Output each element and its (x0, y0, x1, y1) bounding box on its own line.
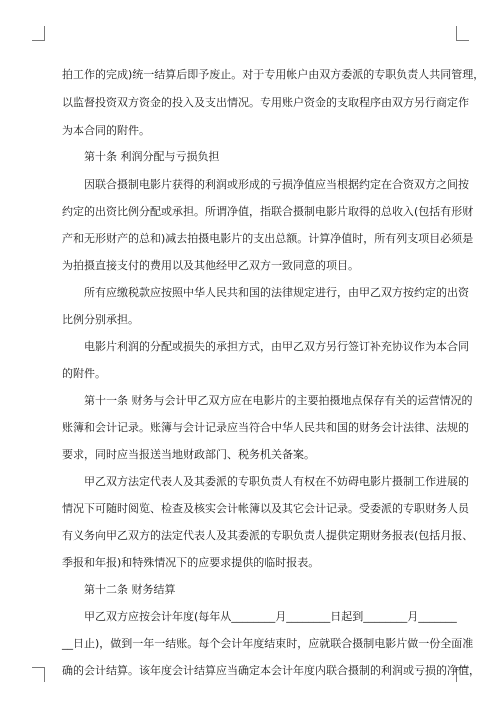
text-line: 以监督投资双方资金的投入及支出情况。专用账户资金的支取程序由双方另行商定作 (62, 96, 469, 109)
text-line: 产和无形财产的总和)减去拍摄电影片的支出总额。计算净值时，所有列支项目必须是 (62, 232, 474, 245)
text-line: __日止)，做到一年一结账。每个会计年度结束时，应就联合摄制电影片做一份全面准 (62, 637, 474, 650)
text-line: 的附件。 (62, 367, 106, 380)
text-line: 情况下可随时阅览、检查及核实会计帐簿以及其它会计记录。受委派的专职财务人员 (62, 502, 469, 515)
text-line: 比例分别承担。 (62, 313, 139, 326)
text-line: 账簿和会计记录。账簿与会计记录应当符合中华人民共和国的财务会计法律、法规的 (62, 421, 469, 434)
text-line: 为本合同的附件。 (62, 124, 150, 137)
text-line: 因联合摄制电影片获得的利润或形成的亏损净值应当根据约定在合资双方之间按 (84, 178, 469, 191)
section-heading: 第十二条 财务结算 (84, 583, 176, 596)
text-line: 要求，同时应当报送当地财政部门、税务机关备案。 (62, 448, 315, 461)
text-line: 为拍摄直接支付的费用以及其他经甲乙双方一致同意的项目。 (62, 259, 359, 272)
text-line: 季报和年报)和特殊情况下的应要求提供的临时报表。 (62, 556, 320, 569)
section-heading: 第十一条 财务与会计甲乙双方应在电影片的主要拍摄地点保存有关的运营情况的 (84, 394, 473, 407)
text-line: 甲乙双方应按会计年度(每年从________月________日起到________月_______ (84, 610, 457, 623)
text-line: 电影片利润的分配或损失的承担方式，由甲乙双方另行签订补充协议作为本合同 (84, 340, 469, 353)
text-line: 确的会计结算。该年度会计结算应当确定本会计年度内联合摄制的利润或亏损的净值， (62, 664, 480, 677)
text-line: 所有应缴税款应按照中华人民共和国的法律规定进行，由甲乙双方按约定的出资 (84, 286, 469, 299)
text-line: 甲乙双方法定代表人及其委派的专职负责人有权在不妨碍电影片摄制工作进展的 (84, 475, 469, 488)
text-line: 有义务向甲乙双方的法定代表人及其委派的专职负责人提供定期财务报表(包括月报、 (62, 529, 474, 542)
text-line: 拍工作的完成)统一结算后即予废止。对于专用帐户由双方委派的专职负责人共同管理， (62, 68, 485, 81)
text-line: 约定的出资比例分配或承担。所谓净值，指联合摄制电影片取得的总收入(包括有形财 (62, 205, 474, 218)
section-heading: 第十条 利润分配与亏损负担 (84, 150, 220, 163)
